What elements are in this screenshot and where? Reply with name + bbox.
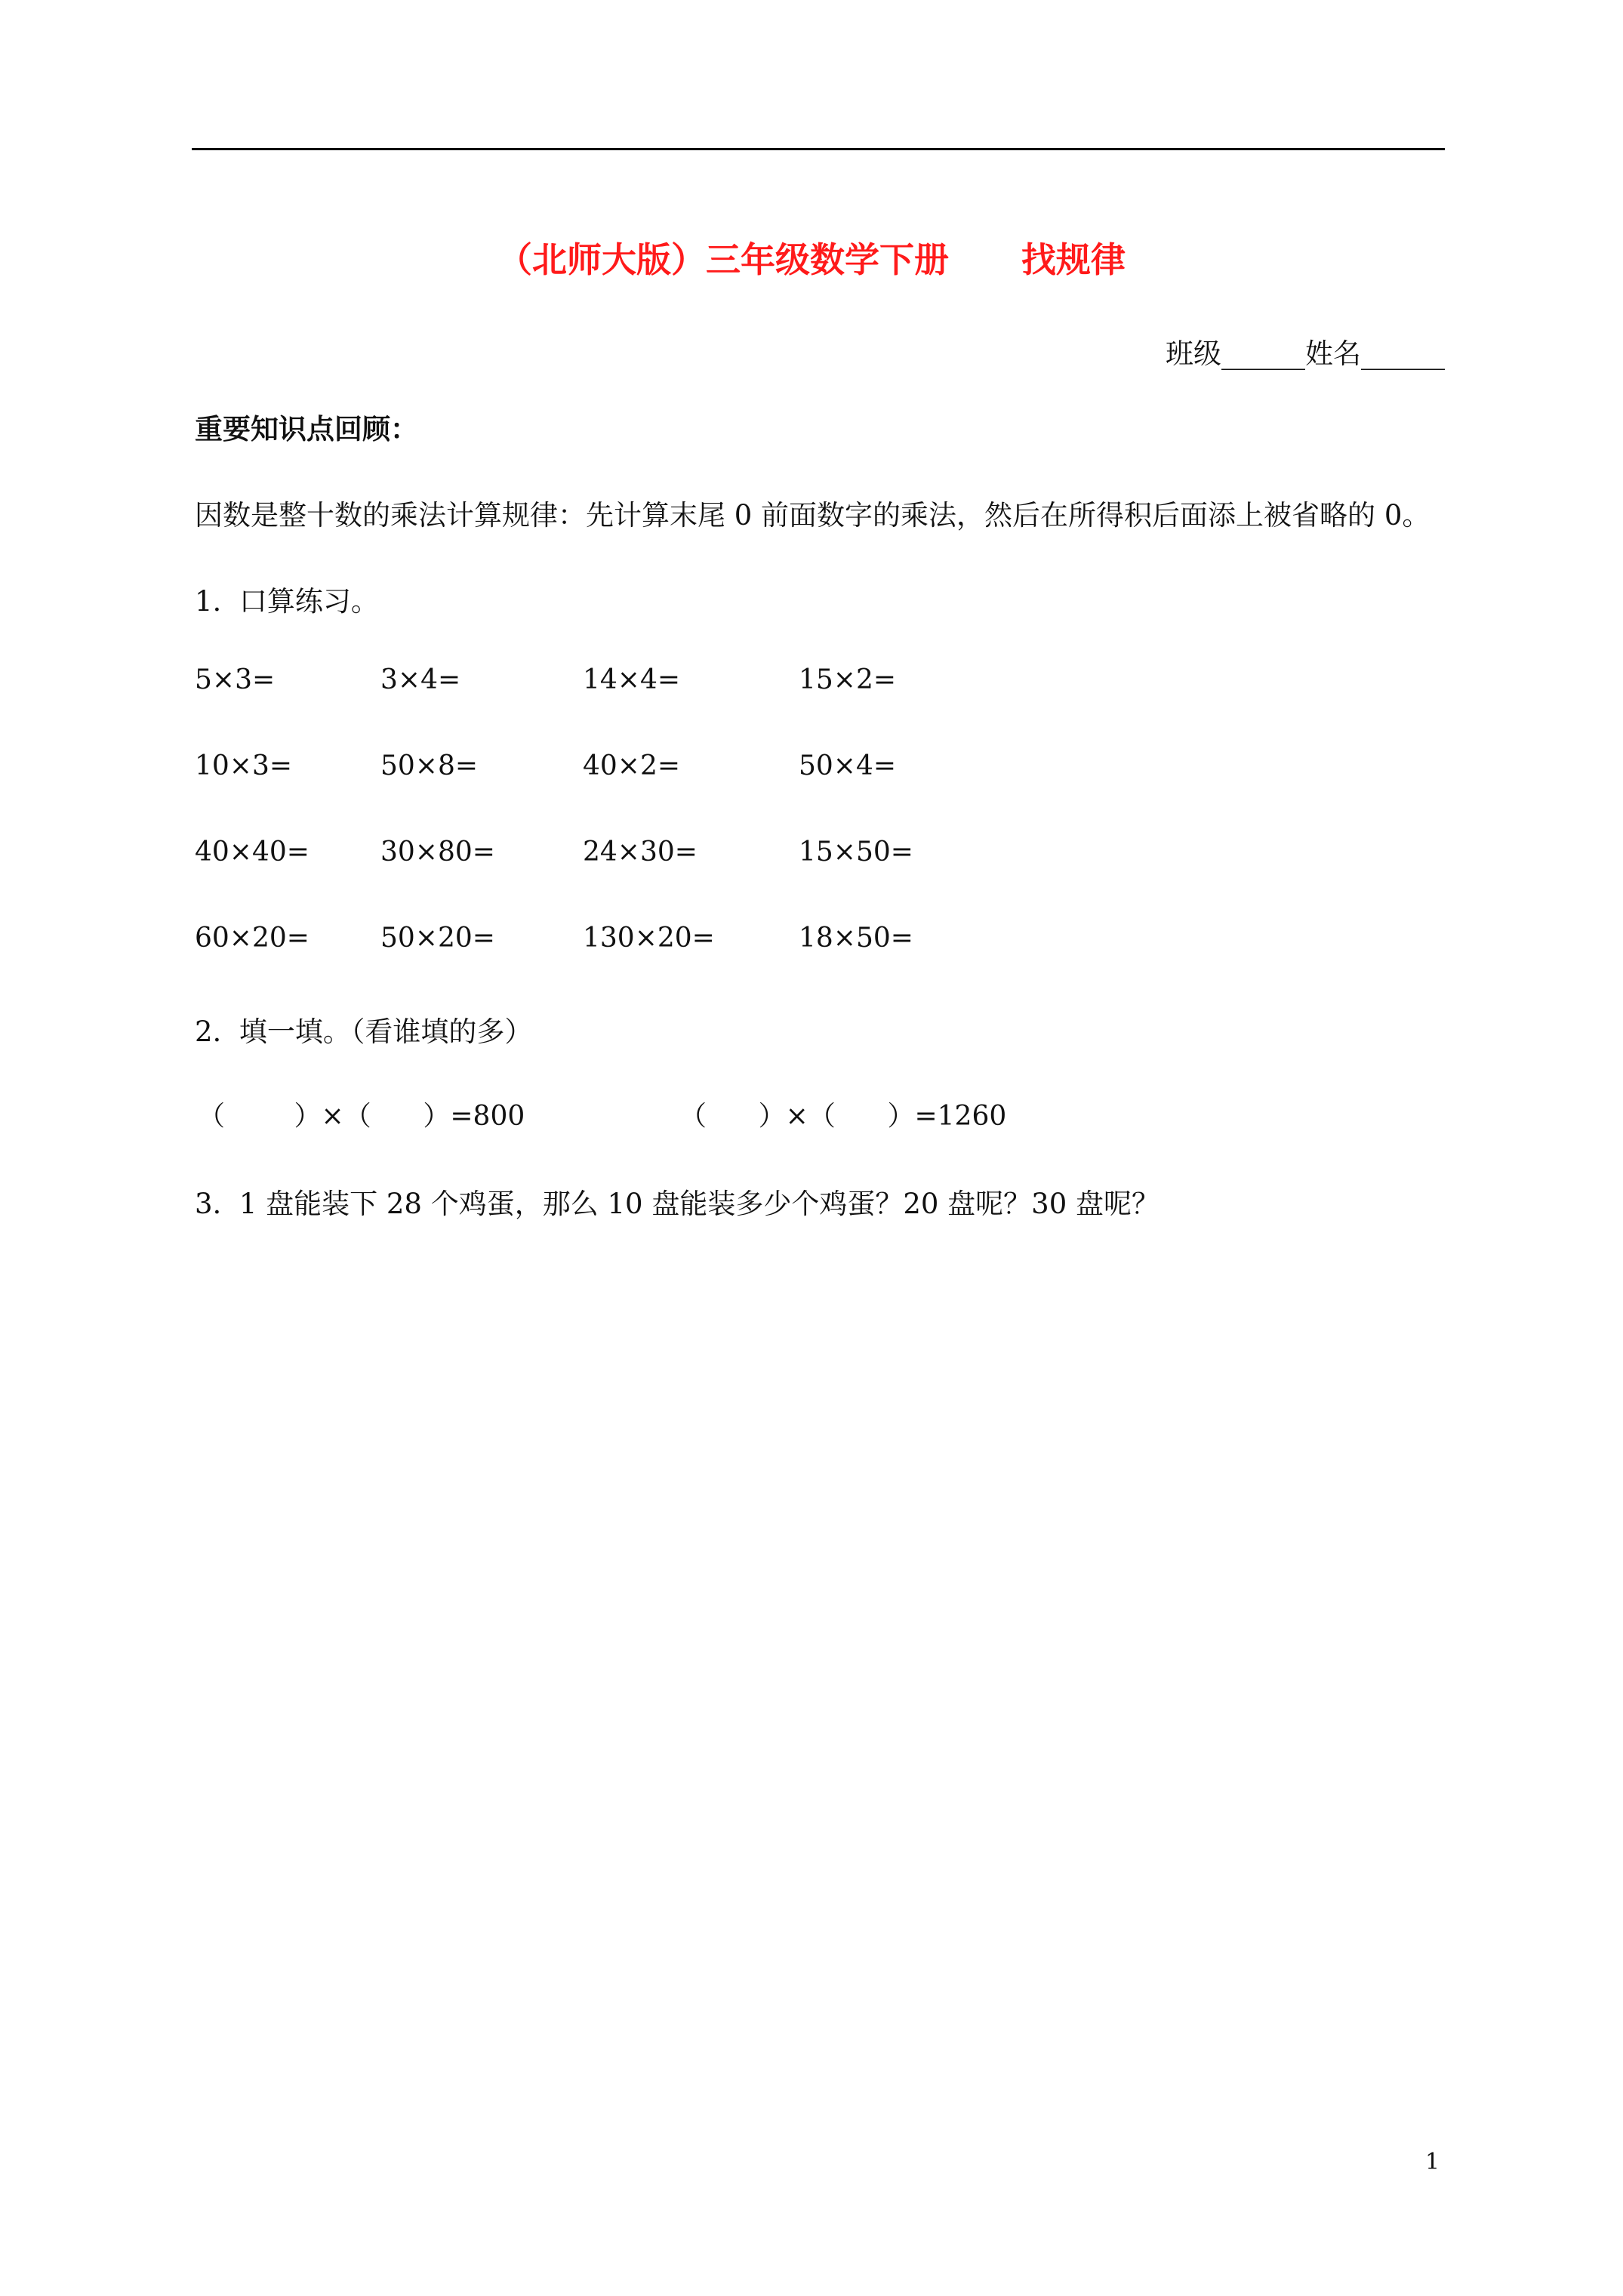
review-rule-text: 因数是整十数的乘法计算规律：先计算末尾 0 前面数字的乘法，然后在所得积后面添上被省略的 0。 — [195, 499, 1431, 532]
q1-problem: 3×4= — [380, 664, 461, 695]
question-1-label: 1. 口算练习。 — [195, 585, 379, 618]
q1-problem: 50×20= — [380, 923, 495, 954]
q2-fill-item: （ ）×（ ）=800 — [198, 1101, 525, 1132]
question-2-label: 2. 填一填。（看谁填的多） — [195, 1015, 533, 1048]
q1-problem: 10×3= — [195, 750, 293, 781]
q1-problem: 24×30= — [583, 837, 698, 868]
q1-problem: 15×50= — [799, 837, 913, 868]
review-heading: 重要知识点回顾： — [195, 412, 418, 445]
q1-problem: 18×50= — [799, 923, 913, 954]
q1-problem: 15×2= — [799, 664, 897, 695]
q1-problem: 50×4= — [799, 750, 897, 781]
page-title: （北师大版）三年级数学下册 找规律 — [497, 239, 1126, 280]
q1-problem: 40×2= — [583, 750, 681, 781]
header-rule — [192, 148, 1445, 150]
q1-problem: 60×20= — [195, 923, 310, 954]
q1-problem: 14×4= — [583, 664, 681, 695]
q2-fill-item: （ ）×（ ）=1260 — [679, 1101, 1007, 1132]
q1-problem: 30×80= — [380, 837, 495, 868]
page-number: 1 — [1425, 2149, 1440, 2175]
class-name-line: 班级______姓名______ — [1166, 337, 1445, 370]
question-3-label: 3. 1 盘能装下 28 个鸡蛋，那么 10 盘能装多少个鸡蛋？20 盘呢？30 盘呢？ — [195, 1188, 1160, 1220]
q1-problem: 5×3= — [195, 664, 276, 695]
q1-problem: 40×40= — [195, 837, 310, 868]
q1-problem: 50×8= — [380, 750, 479, 781]
q1-problem: 130×20= — [583, 923, 715, 954]
